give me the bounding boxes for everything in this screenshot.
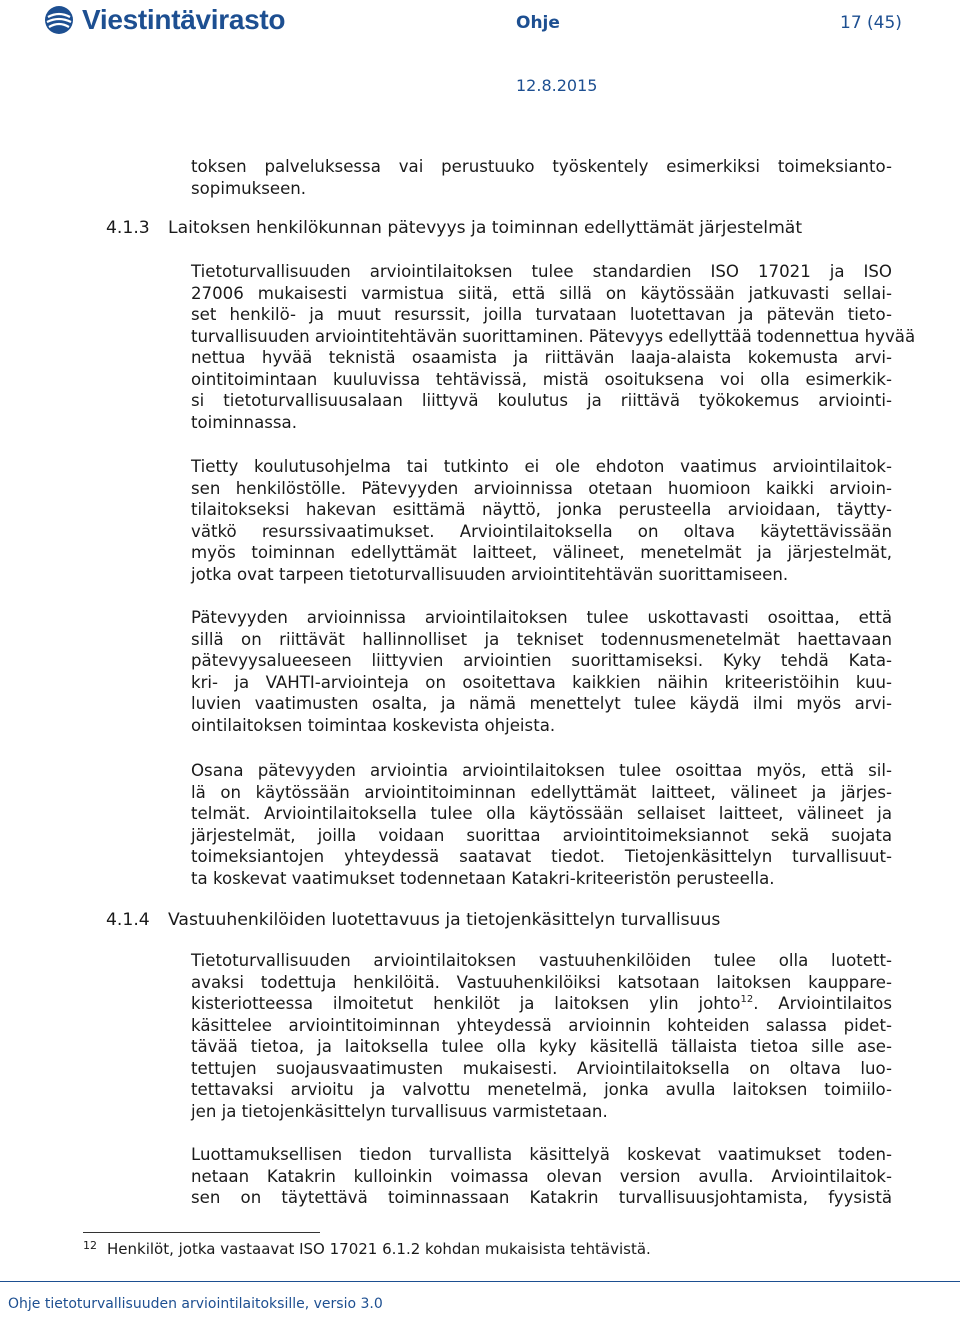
text-line: jen ja tietojenkäsittelyn turvallisuus varmistetaan.	[191, 1101, 608, 1121]
text-line: tilaitokseksi hakevan esittämä näyttö, jonka perusteella arvioidaan, täytty-	[191, 500, 892, 519]
text-line: Tietoturvallisuuden arviointilaitoksen vastuuhenkilöiden tulee olla luotett-	[191, 951, 892, 970]
text-line: Osana pätevyyden arviointia arviointilaitoksen tulee osoittaa myös, että sil-	[191, 761, 892, 780]
text-line: luvien vaatimusten osalta, ja nämä menettelyt tulee käydä ilmi myös arvi-	[191, 694, 892, 713]
text-line: sillä on riittävät hallinnolliset ja tekniset todennusmenetelmät haettavaan	[191, 629, 892, 649]
text-line: avaksi todettuja henkilöitä. Vastuuhenkilöiksi katsotaan laitoksen kauppare-	[191, 972, 892, 992]
text-line: nettua hyvää teknistä osaamista ja riittävän laaja-alaista kokemusta arvi-	[191, 348, 892, 367]
text-line: lä on käytössään arviointitoiminnan edellyttämät laitteet, välineet ja järjes-	[191, 782, 892, 802]
text-line: sen on täytettävä toiminnassaan Katakrin turvallisuusjohtamista, fyysistä	[191, 1188, 892, 1207]
footnote-marker: 12	[83, 1239, 97, 1252]
org-logo	[44, 4, 285, 36]
section-number: 4.1.3	[106, 218, 150, 238]
footer-divider	[0, 1281, 960, 1282]
doc-date: 12.8.2015	[516, 76, 598, 95]
text-line: järjestelmät, joilla voidaan suorittaa arviointitoimeksiannot sekä suojata	[191, 825, 892, 845]
doc-type-label: Ohje	[516, 13, 560, 33]
text-line: tävää tietoa, ja laitoksella tulee olla kyky käsitellä tällaista tietoa sille ase-	[191, 1037, 892, 1056]
footnote	[83, 1240, 651, 1258]
section-heading-4-1-4	[106, 910, 720, 930]
section-number: 4.1.4	[106, 910, 150, 930]
text-line: toiminnassa.	[191, 412, 297, 432]
text-line: sen henkilöstölle. Pätevyyden arvioinnissa otetaan huomioon kaikki arvioin-	[191, 478, 892, 498]
text-line: vätkö resurssivaatimukset. Arviointilaitoksella on oltava käytettävissään	[191, 521, 892, 541]
text-line: käsittelee arviointitoiminnan yhteydessä arvioinnin kohteiden salassa pidet-	[191, 1015, 892, 1035]
text-line: Pätevyyden arvioinnissa arviointilaitoksen tulee uskottavasti osoittaa, että	[191, 608, 892, 627]
text-line: telmät. Arviointilaitoksella tulee olla käytössään sellaiset laitteet, välineet ja	[191, 804, 892, 823]
text-line: set henkilö- ja muut resurssit, joilla turvataan luotettavan ja pätevän tieto-	[191, 305, 892, 324]
text-line: tettujen suojausvaatimusten mukaisesti. Arviointilaitoksella on oltava luo-	[191, 1058, 892, 1078]
text-line: ta koskevat vaatimukset todennetaan Katakri-kriteeristön perusteella.	[191, 868, 775, 888]
paragraph	[191, 261, 916, 433]
text-line: turvallisuuden arviointitehtävän suorittaminen. Pätevyys edellyttää todennettua hyvää	[191, 326, 916, 346]
paragraph	[191, 950, 892, 1122]
text-line: toimeksiantojen yhteydessä saatavat tiedot. Tietojenkäsittelyn turvallisuut-	[191, 847, 892, 866]
page-number: 17 (45)	[840, 13, 902, 33]
section-heading-4-1-3	[106, 218, 802, 238]
footnote-divider	[83, 1232, 320, 1233]
text-line: netaan Katakrin kulloinkin voimassa olevan version avulla. Arviointilaitok-	[191, 1166, 892, 1186]
text-line: si tietoturvallisuusalaan liittyvä koulutus ja riittävä työkokemus arviointi-	[191, 391, 892, 410]
paragraph	[191, 760, 892, 889]
text-line: Tietty koulutusohjelma tai tutkinto ei ole ehdoton vaatimus arviointilaitok-	[191, 457, 892, 476]
text-line: Luottamuksellisen tiedon turvallista käsittelyä koskevat vaatimukset toden-	[191, 1145, 892, 1164]
text-line: pätevyysalueeseen liittyvien arviointien suorittamiseksi. Kyky tehdä Kata-	[191, 651, 892, 670]
text-line: Tietoturvallisuuden arviointilaitoksen tulee standardien ISO 17021 ja ISO	[191, 262, 892, 281]
paragraph	[191, 456, 892, 585]
footer-text: Ohje tietoturvallisuuden arviointilaitoksille, versio 3.0	[8, 1296, 383, 1312]
paragraph	[191, 1144, 892, 1209]
text-line: kri- ja VAHTI-arviointeja on osoitettava kaikkien näihin kriteeristöihin kuu-	[191, 672, 892, 692]
text-line: myös toiminnan edellyttämät laitteet, välineet, menetelmät ja järjestelmät,	[191, 543, 892, 562]
text-line: sopimukseen.	[191, 178, 307, 198]
org-name: Viestintävirasto	[82, 4, 286, 35]
footnote-reference[interactable]: 12	[740, 994, 754, 1005]
text-line: toksen palveluksessa vai perustuuko työskentely esimerkiksi toimeksianto-	[191, 157, 892, 176]
text-line: ointilaitoksen toimintaa koskevista ohjeista.	[191, 715, 556, 735]
paragraph	[191, 607, 892, 736]
text-line-with-footnote: kisteriotteessa ilmoitetut henkilöt ja laitoksen ylin johto$^{12}$. Arviointilaitos	[191, 994, 892, 1013]
text-line: ointitoimintaan kuuluvissa tehtävissä, mistä osoituksena voi olla esimerkik-	[191, 369, 892, 389]
text-line: 27006 mukaisesti varmistua siitä, että sillä on käytössään jatkuvasti sellai-	[191, 283, 892, 303]
section-title: Vastuuhenkilöiden luotettavuus ja tietojenkäsittelyn turvallisuus	[168, 910, 721, 930]
section-title: Laitoksen henkilökunnan pätevyys ja toiminnan edellyttämät järjestelmät	[168, 218, 803, 238]
intro-paragraph	[191, 156, 892, 199]
footnote-text: Henkilöt, jotka vastaavat ISO 17021 6.1.2 kohdan mukaisista tehtävistä.	[107, 1240, 651, 1258]
text-line: tettavaksi arvioitu ja valvottu menetelmä, jonka avulla laitoksen toimiilo-	[191, 1080, 892, 1099]
globe-logo-icon	[44, 5, 74, 35]
text-line: jotka ovat tarpeen tietoturvallisuuden arviointitehtävän suorittamiseen.	[191, 564, 789, 584]
